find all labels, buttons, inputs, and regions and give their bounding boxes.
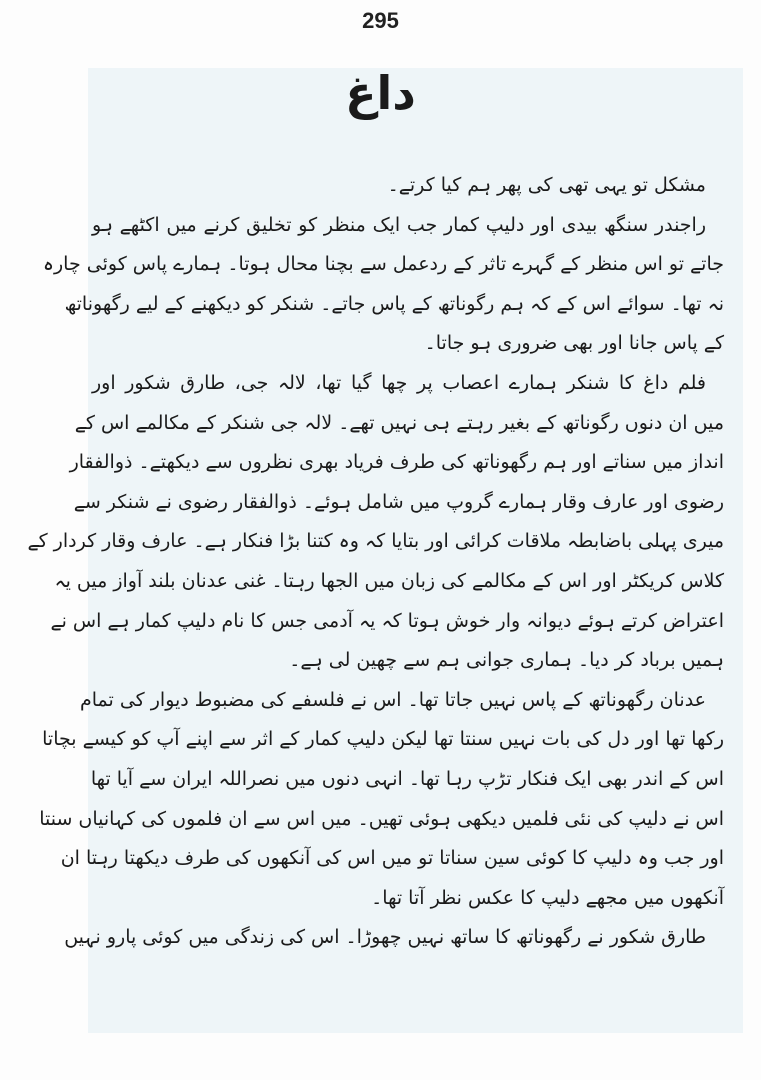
text-line: ہمیں برباد کر دیا۔ ہماری جوانی ہم سے چھین لی ہے۔ [289, 649, 724, 672]
page-body [27, 166, 724, 958]
text-line: کلاس کریکٹر اور اس کے مکالمے کی زبان میں الجھا رہتا۔ غنی عدنان بلند آواز میں یہ [54, 569, 724, 592]
text-line: انداز میں سناتے اور ہم رگھوناتھ کی طرف فریاد بھری نظروں سے دیکھتے۔ ذوالفقار [69, 451, 724, 474]
text-line: کے پاس جانا اور بھی ضروری ہو جاتا۔ [424, 332, 724, 355]
text-line: میں ان دنوں رگوناتھ کے بغیر رہتے ہی نہیں تھے۔ لالہ جی شنکر کے مکالمے اس کے [74, 411, 724, 434]
text-line: اس نے دلیپ کی نئی فلمیں دیکھی ہوئی تھیں۔ میں اس سے ان فلموں کی کہانیاں سنتا [39, 807, 724, 830]
text-line: آنکھوں میں مجھے دلیپ کا عکس نظر آتا تھا۔ [371, 886, 724, 909]
text-line: راجندر سنگھ بیدی اور دلیپ کمار جب ایک منظر کو تخلیق کرنے میں اکٹھے ہو [92, 213, 706, 236]
chapter-title: داغ [345, 66, 416, 120]
text-line: اعتراض کرتے ہوئے دیوانہ وار خوش ہوتا کہ یہ آدمی جس کا نام دلیپ کمار ہے اس نے [50, 609, 724, 632]
text-line: رکھا تھا اور دل کی بات نہیں سنتا تھا لیکن دلیپ کمار کے اثر سے اپنے آپ کو کیسے بچاتا [42, 728, 724, 751]
text-line: اس کے اندر بھی ایک فنکار تڑپ رہا تھا۔ انہی دنوں میں نصراللہ ایران سے آیا تھا [90, 767, 724, 790]
page-number: 295 [362, 8, 399, 33]
text-line: طارق شکور نے رگھوناتھ کا ساتھ نہیں چھوڑا۔ اس کی زندگی میں کوئی پارو نہیں [64, 926, 706, 949]
text-line: عدنان رگھوناتھ کے پاس نہیں جاتا تھا۔ اس نے فلسفے کی مضبوط دیوار کی تمام [79, 688, 706, 711]
text-line: رضوی اور عارف وقار ہمارے گروپ میں شامل ہوئے۔ ذوالفقار رضوی نے شنکر سے [73, 490, 724, 513]
text-line: اور جب وہ دلیپ کا کوئی سین سناتا تو میں اس کی آنکھوں کی طرف دیکھتا رہتا ان [60, 847, 724, 870]
text-line: نہ تھا۔ سوائے اس کے کہ ہم رگوناتھ کے پاس جاتے۔ شنکر کو دیکھنے کے لیے رگھوناتھ [64, 292, 724, 315]
text-line: مشکل تو یہی تھی کی پھر ہم کیا کرتے۔ [387, 174, 706, 196]
text-line: فلم داغ کا شنکر ہمارے اعصاب پر چھا گیا تھا، لالہ جی، طارق شکور اور [92, 371, 706, 394]
text-line: جاتے تو اس منظر کے گہرے تاثر کے ردعمل سے بچنا محال ہوتا۔ ہمارے پاس کوئی چارہ [42, 253, 724, 276]
text-line: میری پہلی باضابطہ ملاقات کرائی اور بتایا کہ وہ کتنا بڑا فنکار ہے۔ عارف وقار کردار کے [27, 530, 724, 553]
